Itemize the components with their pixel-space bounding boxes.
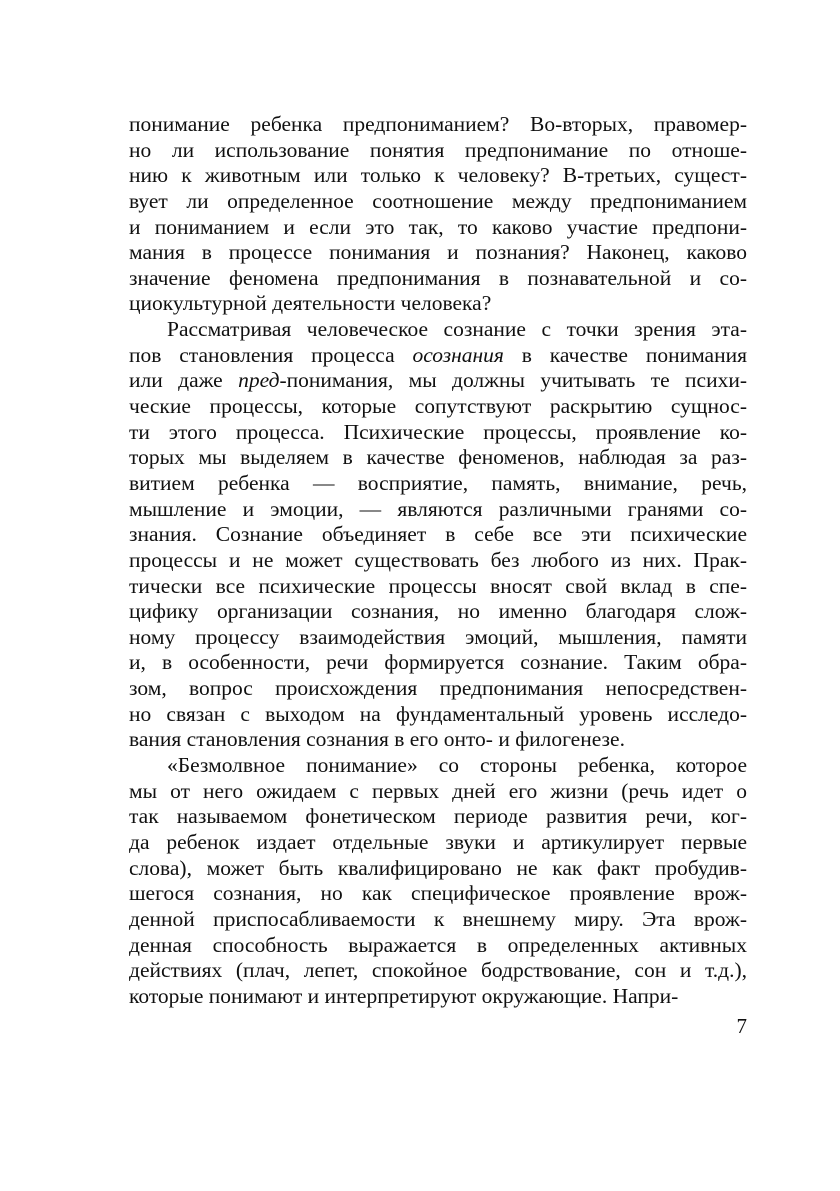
text-line — [129, 625, 747, 651]
text-line — [129, 240, 747, 266]
text-segment: -понимания, мы должны учитывать те психи- — [279, 368, 747, 393]
text-line — [129, 215, 747, 241]
text-segment: Рассматривая человеческое сознание с точки зрения эта- — [167, 317, 747, 342]
text-line — [129, 497, 747, 523]
text-line — [129, 753, 747, 779]
paragraph — [129, 317, 747, 753]
text-line — [129, 856, 747, 882]
text-line — [129, 471, 747, 497]
text-segment: в качестве понимания — [503, 342, 747, 367]
text-segment: процессы и не может существовать без любого из них. Прак- — [129, 547, 747, 572]
text-segment: которые понимают и интерпретируют окружающие. Напри- — [129, 983, 679, 1008]
text-segment: ному процессу взаимодействия эмоций, мышления, памяти — [129, 624, 747, 649]
text-segment: денная способность выражается в определенных активных — [129, 932, 747, 957]
text-segment: и пониманием и если это так, то каково участие предпони- — [129, 214, 747, 239]
text-line — [129, 574, 747, 600]
text-line — [129, 650, 747, 676]
text-segment: зом, вопрос происхождения предпонимания непосредствен- — [129, 676, 747, 701]
text-segment: но ли использование понятия предпонимание по отноше- — [129, 137, 747, 162]
text-line — [129, 958, 747, 984]
text-line — [129, 548, 747, 574]
text-line — [129, 112, 747, 138]
text-segment: действиях (плач, лепет, спокойное бодрствование, сон и т.д.), — [129, 958, 747, 983]
text-line — [129, 138, 747, 164]
text-line — [129, 266, 747, 292]
text-segment: циокультурной деятельности человека? — [129, 291, 492, 316]
text-segment: вания становления сознания в его онто- и филогенезе. — [129, 727, 625, 752]
text-block — [129, 112, 747, 1009]
text-line — [129, 984, 747, 1010]
text-segment: пов становления процесса — [129, 342, 413, 367]
text-segment: торых мы выделяем в качестве феноменов, наблюдая за раз- — [129, 445, 747, 470]
text-line — [129, 907, 747, 933]
text-segment: мы от него ожидаем с первых дней его жизни (речь идет о — [129, 778, 747, 803]
text-line — [129, 727, 747, 753]
text-segment: знания. Сознание объединяет в себе все эти психические — [129, 522, 747, 547]
text-segment: тически все психические процессы вносят свой вклад в спе- — [129, 573, 747, 598]
text-segment: мышление и эмоции, — являются различными гранями со- — [129, 496, 747, 521]
text-segment: ти этого процесса. Психические процессы, проявление ко- — [129, 419, 747, 444]
text-line — [129, 881, 747, 907]
text-line — [129, 599, 747, 625]
text-segment: да ребенок издает отдельные звуки и артикулирует первые — [129, 829, 747, 854]
text-line — [129, 830, 747, 856]
text-line — [129, 291, 747, 317]
text-line — [129, 189, 747, 215]
paragraph — [129, 112, 747, 317]
text-segment: шегося сознания, но как специфическое проявление врож- — [129, 881, 747, 906]
text-segment: денной приспосабливаемости к внешнему миру. Эта врож- — [129, 906, 747, 931]
text-line — [129, 702, 747, 728]
text-segment: и, в особенности, речи формируется сознание. Таким обра- — [129, 650, 747, 675]
text-line — [129, 522, 747, 548]
text-segment: слова), может быть квалифицировано не как факт пробудив- — [129, 855, 747, 880]
text-segment: витием ребенка — восприятие, память, внимание, речь, — [129, 470, 747, 495]
italic-text: осознания — [412, 342, 504, 367]
text-segment: вует ли определенное соотношение между предпониманием — [129, 188, 747, 213]
text-line — [129, 343, 747, 369]
text-line — [129, 676, 747, 702]
text-segment: но связан с выходом на фундаментальный уровень исследо- — [129, 701, 747, 726]
text-line — [129, 804, 747, 830]
paragraph — [129, 753, 747, 1009]
text-segment: «Безмолвное понимание» со стороны ребенка, которое — [167, 753, 747, 778]
text-line — [129, 394, 747, 420]
text-line — [129, 317, 747, 343]
text-line — [129, 368, 747, 394]
text-segment: понимание ребенка предпониманием? Во-вторых, правомер- — [129, 112, 747, 136]
text-line — [129, 779, 747, 805]
text-segment: значение феномена предпонимания в познавательной и со- — [129, 265, 747, 290]
text-line — [129, 445, 747, 471]
text-segment: ческие процессы, которые сопутствуют раскрытию сущнос- — [129, 394, 747, 419]
text-line — [129, 163, 747, 189]
text-line — [129, 420, 747, 446]
page-number: 7 — [736, 1014, 747, 1038]
text-segment: мания в процессе понимания и познания? Наконец, каково — [129, 240, 747, 265]
text-segment: так называемом фонетическом периоде развития речи, ког- — [129, 804, 747, 829]
text-segment: или даже — [129, 368, 239, 393]
text-segment: цифику организации сознания, но именно благодаря слож- — [129, 599, 747, 624]
italic-text: пред — [238, 368, 280, 393]
text-line — [129, 933, 747, 959]
text-segment: нию к животным или только к человеку? В-третьих, сущест- — [129, 163, 747, 188]
